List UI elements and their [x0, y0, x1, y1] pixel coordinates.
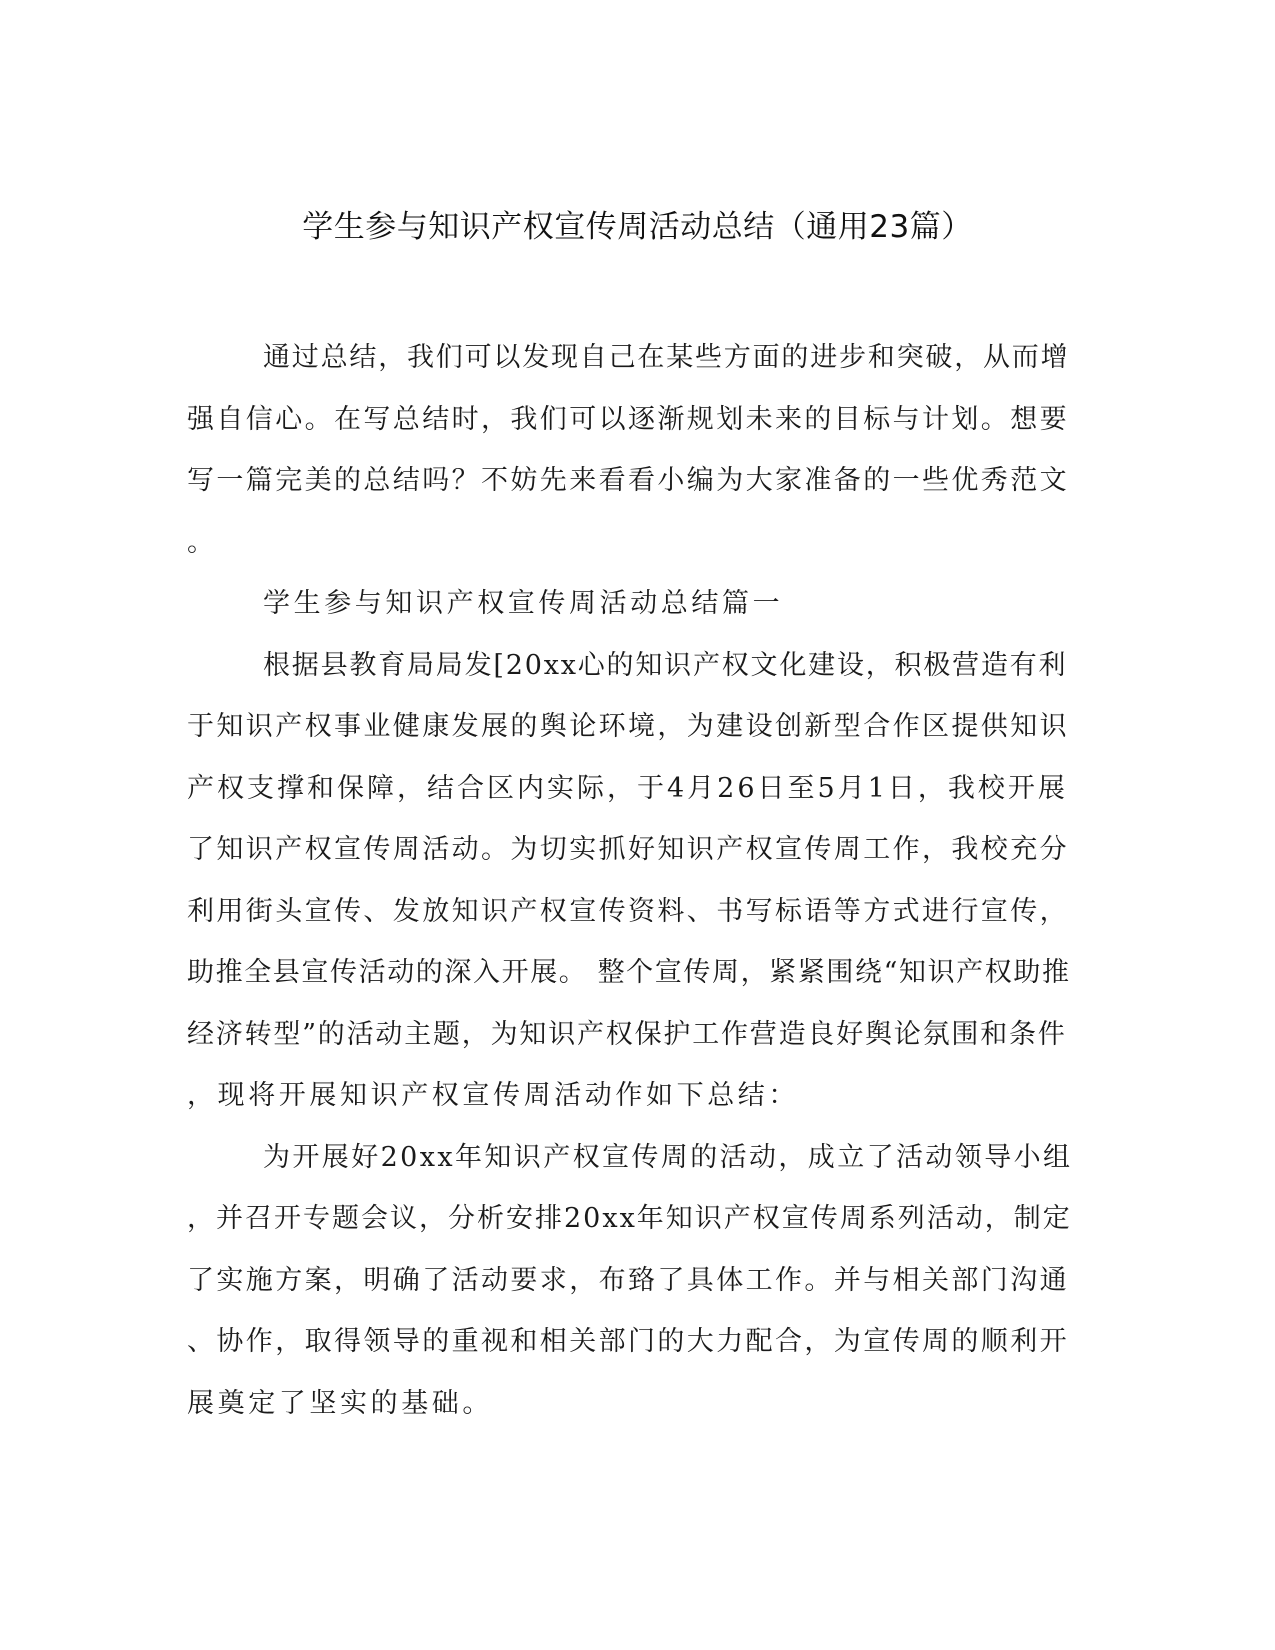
text-line: 、协作，取得领导的重视和相关部门的大力配合，为宣传周的顺利开	[187, 1326, 1069, 1357]
text-line: 利用街头宣传、发放知识产权宣传资料、书写标语等方式进行宣传，	[187, 895, 1069, 927]
text-line: 为开展好20xx年知识产权宣传周的活动，成立了活动领导小组	[263, 1141, 1073, 1173]
text-line: 写一篇完美的总结吗？不妨先来看看小编为大家准备的一些优秀范文	[187, 465, 1069, 496]
text-line: 产权支撑和保障，结合区内实际，于4月26日至5月1日，我校开展	[187, 772, 1068, 804]
text-line: 通过总结，我们可以发现自己在某些方面的进步和突破，从而增	[263, 342, 1070, 373]
text-line: 强自信心。在写总结时，我们可以逐渐规划未来的目标与计划。想要	[187, 403, 1069, 435]
text-line: 助推全县宣传活动的深入开展。 整个宣传周，紧紧围绕“知识产权助推	[187, 957, 1071, 988]
text-line: 展奠定了坚实的基础。	[187, 1387, 493, 1419]
text-line: ，并召开专题会议，分析安排20xx年知识产权宣传周系列活动，制定	[187, 1203, 1072, 1234]
text-line: 学生参与知识产权宣传周活动总结篇一	[263, 588, 784, 619]
text-line: 经济转型”的活动主题，为知识产权保护工作营造良好舆论氛围和条件	[187, 1018, 1067, 1050]
text-line: 根据县教育局局发[20xx心的知识产权文化建设，积极营造有利	[263, 649, 1068, 681]
text-line: 了知识产权宣传周活动。为切实抓好知识产权宣传周工作，我校充分	[187, 834, 1069, 865]
text-line: 了实施方案，明确了活动要求，布臵了具体工作。并与相关部门沟通	[187, 1264, 1069, 1296]
text-line: 。	[187, 526, 218, 558]
document-body	[187, 327, 1072, 1434]
document-title: 学生参与知识产权宣传周活动总结（通用23篇）	[302, 209, 973, 245]
text-line: 于知识产权事业健康发展的舆论环境，为建设创新型合作区提供知识	[187, 711, 1069, 742]
text-line: ，现将开展知识产权宣传周活动作如下总结：	[187, 1080, 799, 1111]
